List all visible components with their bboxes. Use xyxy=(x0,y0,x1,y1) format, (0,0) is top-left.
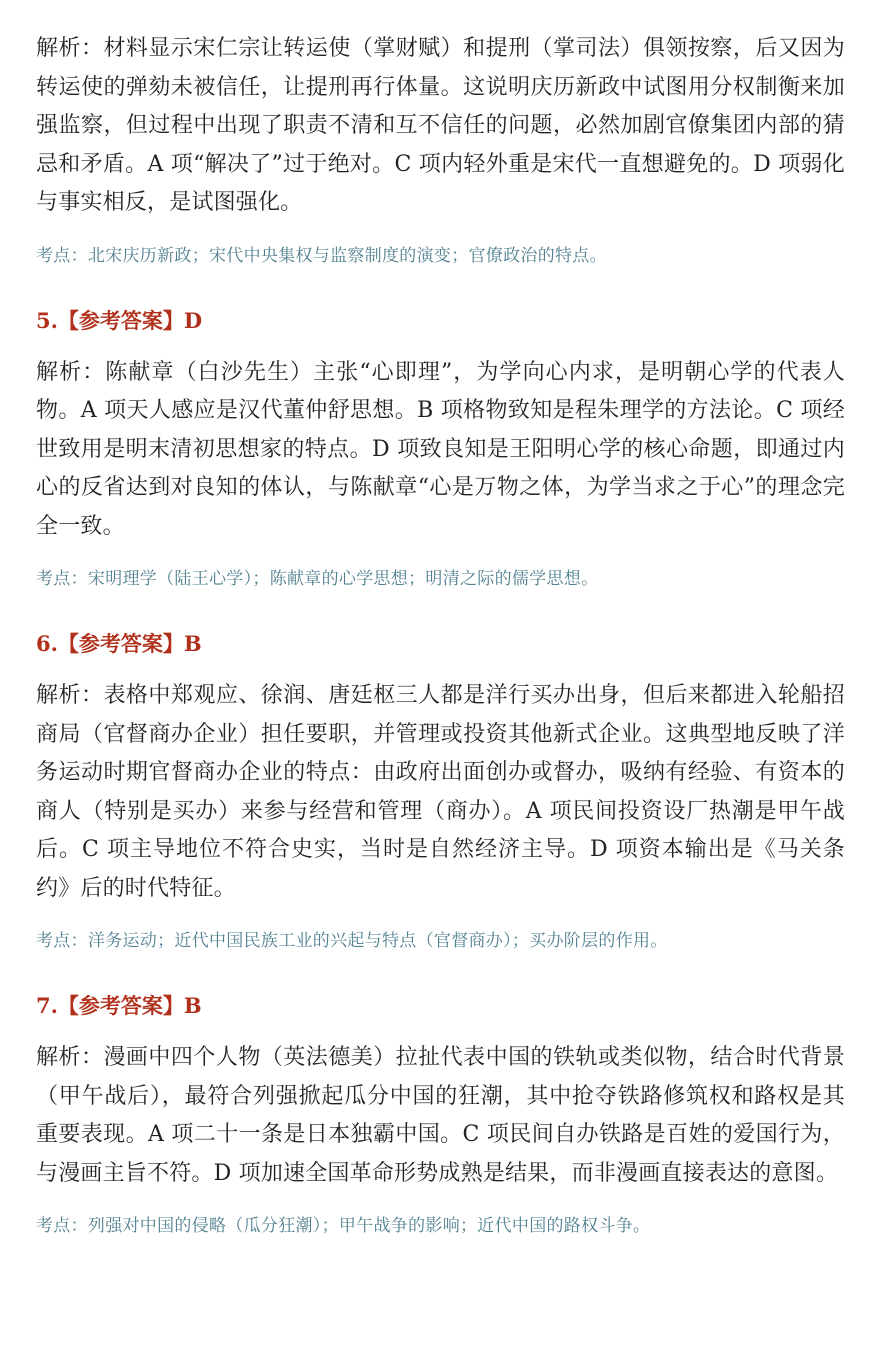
analysis-paragraph: 解析：漫画中四个人物（英法德美）拉扯代表中国的铁轨或类似物，结合时代背景（甲午战后），最符合列强掀起瓜分中国的狂潮，其中抢夺铁路修筑权和路权是其重要表现。A 项二十一条是日本独霸中国。C 项民间自办铁路是百姓的爱国行为，与漫画主旨不符。D 项加速全国革命形势成熟是结果，而非漫画直接表达的意图。 xyxy=(36,1045,845,1186)
key-points-line: 考点：列强对中国的侵略（瓜分狂潮）；甲午战争的影响；近代中国的路权斗争。 xyxy=(36,1216,651,1236)
analysis-paragraph: 解析：表格中郑观应、徐润、唐廷枢三人都是洋行买办出身，但后来都进入轮船招商局（官督商办企业）担任要职，并管理或投资其他新式企业。这典型地反映了洋务运动时期官督商办企业的特点：由政府出面创办或督办，吸纳有经验、有资本的商人（特别是买办）来参与经营和管理（商办）。A 项民间投资设厂热潮是甲午战后。C 项主导地位不符合史实，当时是自然经济主导。D 项资本输出是《马关条约》后的时代特征。 xyxy=(36,683,845,901)
key-points-line: 考点：洋务运动；近代中国民族工业的兴起与特点（官督商办）；买办阶层的作用。 xyxy=(36,931,668,951)
answer-section-6 xyxy=(36,629,845,954)
answer-section-7 xyxy=(36,991,845,1239)
analysis-paragraph: 解析：陈献章（白沙先生）主张“心即理”，为学向心内求，是明朝心学的代表人物。A 项天人感应是汉代董仲舒思想。B 项格物致知是程朱理学的方法论。C 项经世致用是明末清初思想家的特点。D 项致良知是王阳明心学的核心命题，即通过内心的反省达到对良知的体认，与陈献章“心是万物之体，为学当求之于心”的理念完全一致。 xyxy=(36,359,845,539)
key-points-line: 考点：北宋庆历新政；宋代中央集权与监察制度的演变；官僚政治的特点。 xyxy=(36,245,607,266)
answer-heading: 6.【参考答案】B xyxy=(36,631,202,656)
answer-heading: 5.【参考答案】D xyxy=(36,307,203,333)
answer-section-4-continued xyxy=(36,30,845,269)
answer-heading: 7.【参考答案】B xyxy=(36,993,202,1018)
analysis-paragraph: 解析：材料显示宋仁宗让转运使（掌财赋）和提刑（掌司法）俱领按察，后又因为转运使的弹劾未被信任，让提刑再行体量。这说明庆历新政中试图用分权制衡来加强监察，但过程中出现了职责不清和互不信任的问题，必然加剧官僚集团内部的猜忌和矛盾。A 项“解决了”过于绝对。C 项内轻外重是宋代一直想避免的。D 项弱化与事实相反，是试图强化。 xyxy=(36,36,845,215)
answer-section-5 xyxy=(36,306,845,593)
key-points-line: 考点：宋明理学（陆王心学）；陈献章的心学思想；明清之际的儒学思想。 xyxy=(36,569,599,589)
